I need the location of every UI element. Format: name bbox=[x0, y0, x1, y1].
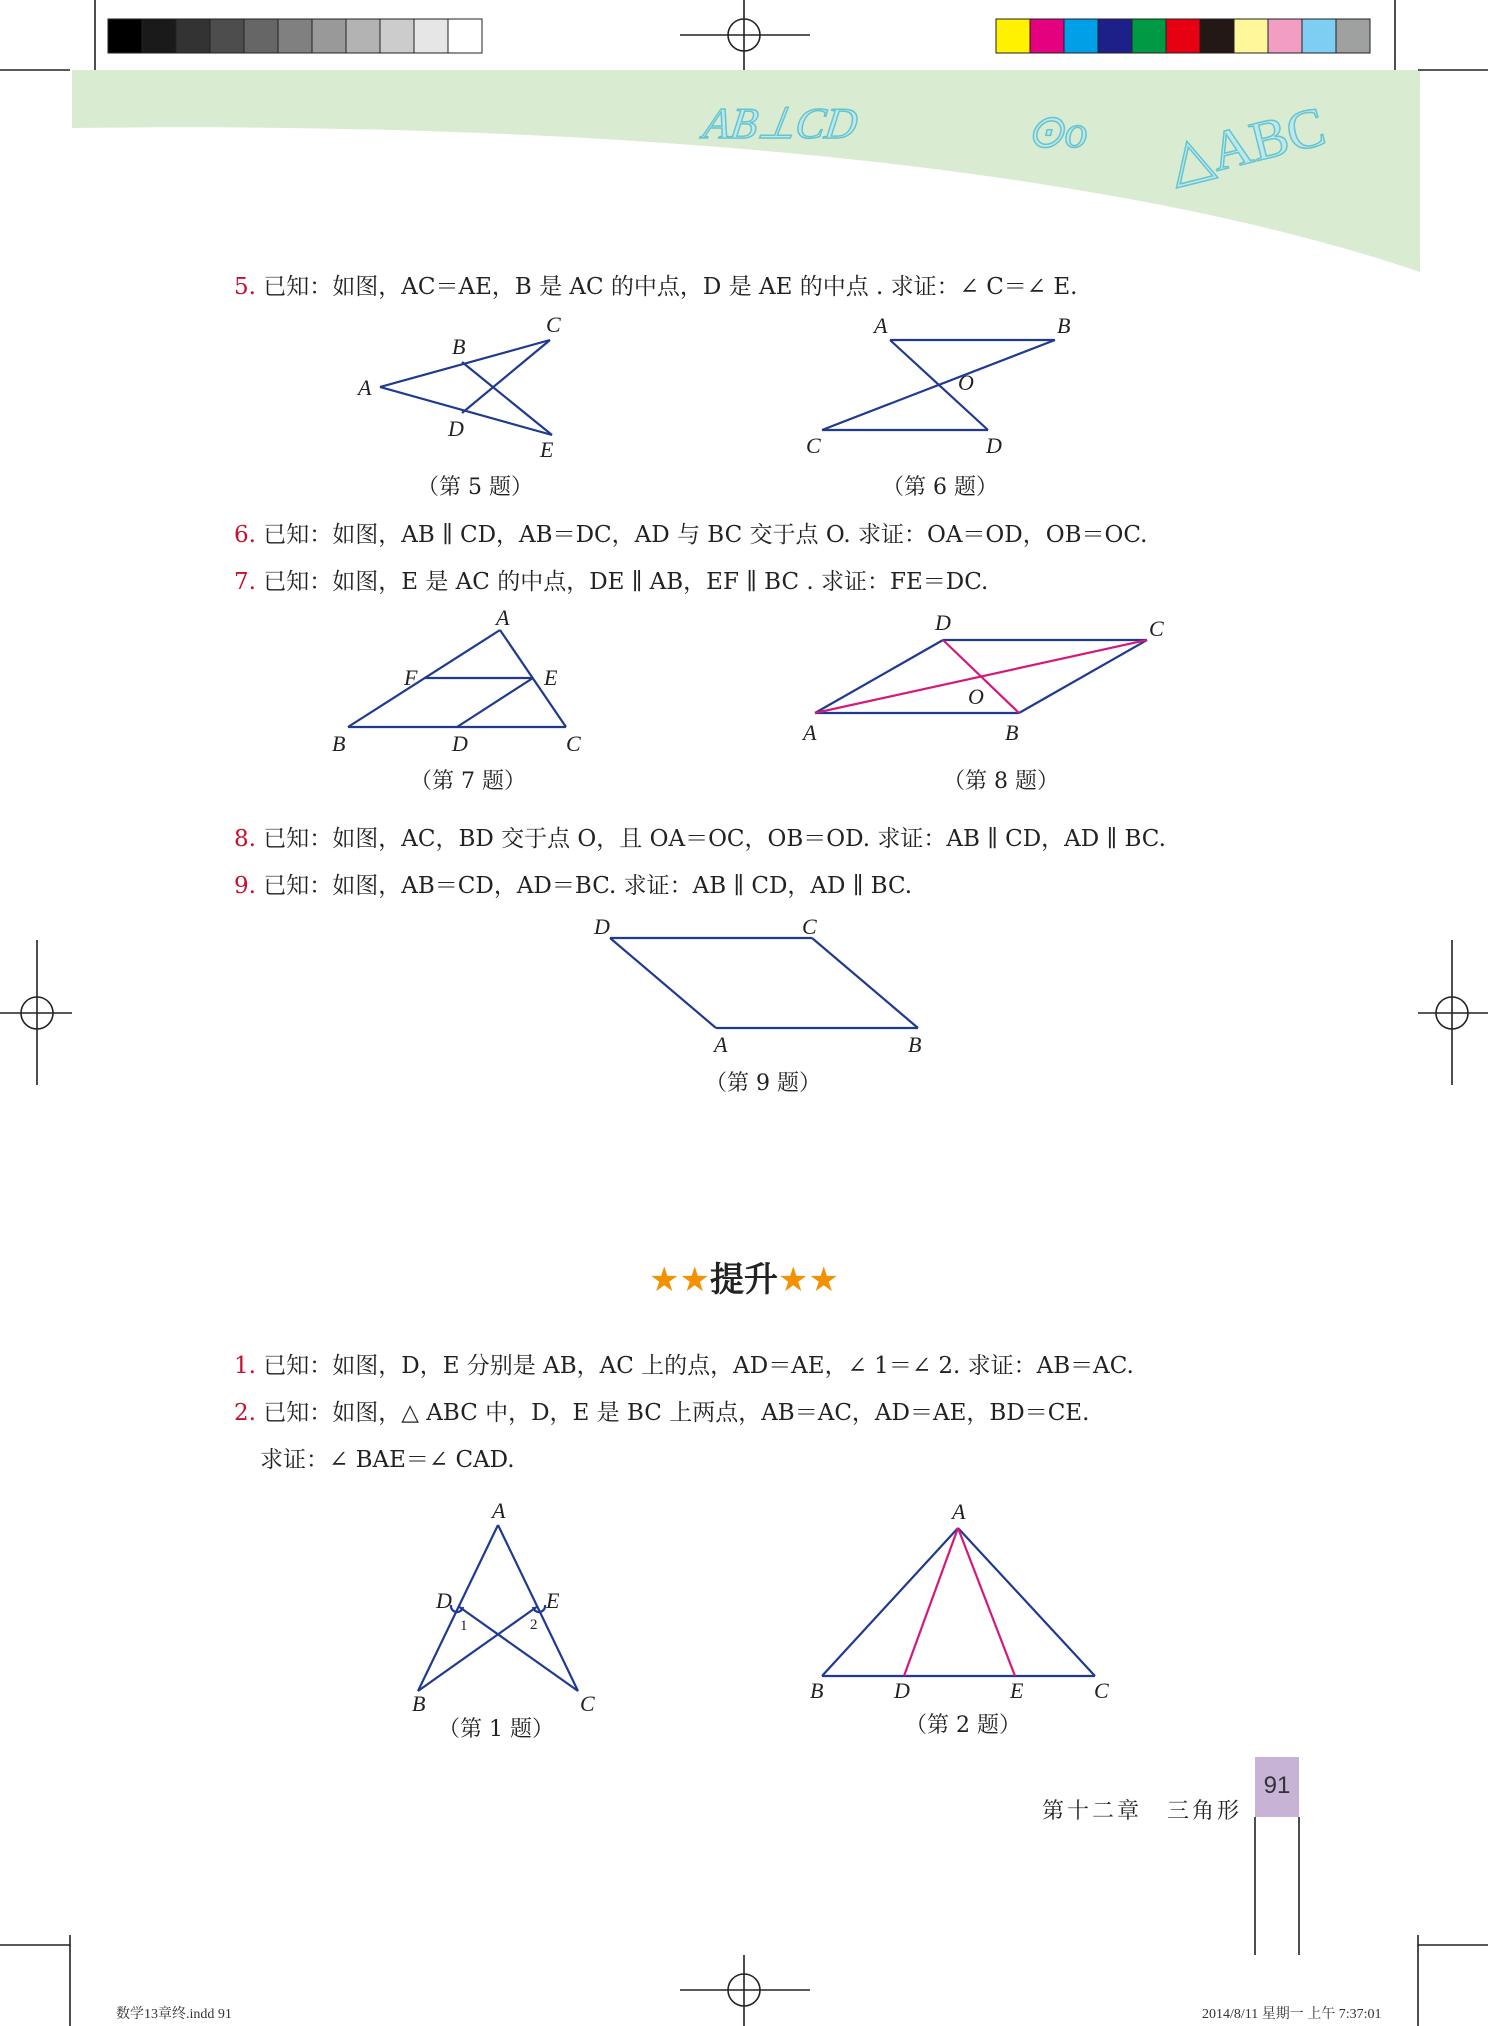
color-swatch bbox=[1132, 19, 1166, 53]
svg-text:A: A bbox=[952, 1499, 966, 1524]
svg-text:C: C bbox=[806, 433, 821, 458]
label-D: D bbox=[448, 416, 464, 441]
svg-text:B: B bbox=[908, 1032, 922, 1057]
figure-problem-6 bbox=[790, 310, 1080, 470]
svg-text:C: C bbox=[580, 1691, 595, 1715]
registration-mark-right bbox=[1418, 940, 1488, 1085]
chapter-title: 第十二章 三角形 bbox=[1042, 1799, 1243, 1824]
star-icon: ★★ bbox=[778, 1260, 839, 1300]
registration-mark-top bbox=[680, 0, 810, 70]
figure-problem-8 bbox=[795, 615, 1175, 765]
caption-extension-2: （第 2 题） bbox=[905, 1713, 1021, 1738]
file-slug: 数学13章终.indd 91 bbox=[116, 2007, 232, 2022]
registration-mark-left bbox=[0, 940, 72, 1085]
color-swatch bbox=[278, 19, 312, 53]
svg-text:B: B bbox=[1005, 720, 1019, 745]
color-swatch bbox=[996, 19, 1030, 53]
svg-text:A: A bbox=[874, 313, 888, 338]
color-swatch bbox=[346, 19, 380, 53]
problem-8: 8. 已知：如图，AC，BD 交于点 O，且 OA＝OC，OB＝OD. 求证：AB ∥ CD，AD ∥ BC. bbox=[234, 826, 1166, 852]
svg-text:2: 2 bbox=[530, 1617, 538, 1633]
color-swatch bbox=[1166, 19, 1200, 53]
svg-text:B: B bbox=[1057, 313, 1071, 338]
print-timestamp: 2014/8/11 星期一 上午 7:37:01 bbox=[1202, 2007, 1382, 2022]
header-decor-triangle: △ABC bbox=[1162, 95, 1332, 195]
extension-problem-2: 2. 已知：如图，△ ABC 中，D，E 是 BC 上两点，AB＝AC，AD＝AE，BD＝CE. bbox=[234, 1400, 1090, 1426]
color-swatch bbox=[312, 19, 346, 53]
svg-text:D: D bbox=[452, 731, 468, 756]
svg-text:C: C bbox=[566, 731, 581, 756]
caption-5: （第 5 题） bbox=[417, 475, 533, 500]
label-C: C bbox=[546, 312, 561, 337]
color-swatch bbox=[1336, 19, 1370, 53]
figure-extension-1 bbox=[400, 1495, 610, 1715]
svg-text:D: D bbox=[436, 1588, 452, 1613]
figure-extension-2 bbox=[800, 1495, 1130, 1715]
cmyk-color-bar bbox=[996, 19, 1370, 53]
color-swatch bbox=[1268, 19, 1302, 53]
svg-text:C: C bbox=[1149, 616, 1164, 641]
svg-text:B: B bbox=[332, 731, 346, 756]
header-decor-circle: ⊙o bbox=[1026, 106, 1088, 157]
caption-7: （第 7 题） bbox=[410, 769, 526, 794]
color-swatch bbox=[414, 19, 448, 53]
label-B: B bbox=[452, 334, 466, 359]
color-swatch bbox=[448, 19, 482, 53]
star-icon: ★★ bbox=[649, 1260, 710, 1300]
label-E: E bbox=[540, 437, 554, 462]
svg-text:F: F bbox=[404, 665, 418, 690]
svg-text:E: E bbox=[546, 1588, 560, 1613]
color-swatch bbox=[1200, 19, 1234, 53]
caption-8: （第 8 题） bbox=[943, 769, 1059, 794]
color-swatch bbox=[142, 19, 176, 53]
svg-text:O: O bbox=[958, 370, 974, 395]
caption-extension-1: （第 1 题） bbox=[438, 1717, 554, 1742]
svg-text:D: D bbox=[894, 1678, 910, 1703]
svg-text:B: B bbox=[810, 1678, 824, 1703]
problem-7: 7. 已知：如图，E 是 AC 的中点，DE ∥ AB，EF ∥ BC . 求证：FE＝DC. bbox=[234, 569, 989, 595]
color-swatch bbox=[108, 19, 142, 53]
registration-mark-bottom bbox=[680, 1955, 810, 2026]
svg-text:A: A bbox=[714, 1032, 728, 1057]
problem-9: 9. 已知：如图，AB＝CD，AD＝BC. 求证：AB ∥ CD，AD ∥ BC. bbox=[234, 873, 913, 899]
svg-text:1: 1 bbox=[460, 1618, 468, 1634]
label-A: A bbox=[358, 375, 372, 400]
problem-5: 5. 已知：如图，AC＝AE，B 是 AC 的中点，D 是 AE 的中点 . 求证：∠ C＝∠ E. bbox=[234, 274, 1078, 300]
extension-problem-1: 1. 已知：如图，D，E 分别是 AB，AC 上的点，AD＝AE，∠ 1＝∠ 2. 求证：AB＝AC. bbox=[234, 1353, 1134, 1379]
section-title: ★★提升★★ bbox=[649, 1260, 839, 1300]
svg-text:C: C bbox=[802, 914, 817, 939]
svg-text:C: C bbox=[1094, 1678, 1109, 1703]
svg-text:E: E bbox=[544, 665, 558, 690]
svg-text:A: A bbox=[492, 1498, 506, 1523]
color-swatch bbox=[1234, 19, 1268, 53]
color-swatch bbox=[1098, 19, 1132, 53]
figure-problem-9 bbox=[580, 910, 940, 1060]
extension-problem-2-cont: 求证：∠ BAE＝∠ CAD. bbox=[260, 1447, 515, 1473]
problem-6: 6. 已知：如图，AB ∥ CD，AB＝DC，AD 与 BC 交于点 O. 求证：OA＝OD，OB＝OC. bbox=[234, 522, 1148, 548]
svg-text:D: D bbox=[935, 615, 951, 635]
color-swatch bbox=[1064, 19, 1098, 53]
svg-text:A: A bbox=[496, 605, 510, 630]
svg-text:E: E bbox=[1010, 1678, 1024, 1703]
header-decor-perpendicular: AB⊥CD bbox=[700, 99, 861, 148]
svg-text:D: D bbox=[986, 433, 1002, 458]
color-swatch bbox=[176, 19, 210, 53]
caption-9: （第 9 题） bbox=[705, 1071, 821, 1096]
page-number: 91 bbox=[1263, 1772, 1291, 1799]
svg-text:B: B bbox=[412, 1691, 426, 1715]
gray-color-bar bbox=[108, 19, 482, 53]
color-swatch bbox=[1302, 19, 1336, 53]
svg-text:D: D bbox=[594, 914, 610, 939]
svg-text:O: O bbox=[968, 684, 984, 709]
color-swatch bbox=[1030, 19, 1064, 53]
caption-6: （第 6 题） bbox=[882, 475, 998, 500]
color-swatch bbox=[380, 19, 414, 53]
color-swatch bbox=[244, 19, 278, 53]
color-swatch bbox=[210, 19, 244, 53]
svg-text:A: A bbox=[803, 720, 817, 745]
figure-problem-7 bbox=[320, 605, 600, 765]
figure-problem-5 bbox=[340, 310, 600, 470]
